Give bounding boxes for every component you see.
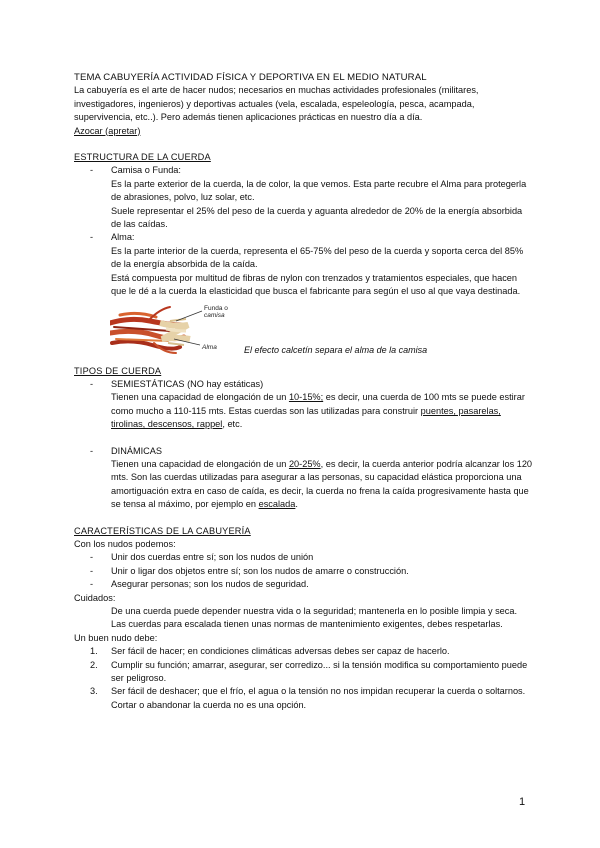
con-nudos-label: Con los nudos podemos: bbox=[74, 538, 176, 549]
figure-label-funda-1: Funda o bbox=[204, 304, 228, 312]
text-run: Tienen una capacidad de elongación de un bbox=[111, 392, 289, 403]
dinamicas-paragraph bbox=[74, 458, 534, 512]
rope-figure bbox=[74, 303, 534, 357]
section-heading-caracteristicas: CARACTERÍSTICAS DE LA CABUYERÍA bbox=[74, 525, 251, 536]
list-item-text: Asegurar personas; son los nudos de seguridad. bbox=[111, 579, 309, 590]
text-run: . bbox=[295, 499, 298, 510]
dash-bullet: - bbox=[90, 579, 94, 590]
list-item bbox=[74, 578, 534, 591]
intro-paragraph: La cabuyería es el arte de hacer nudos; necesarios en muchas actividades profesionales (militares, investigadores, ingenieros) y deportivas actuales (vela, escalada, espeleología, pesca, acampada, supervivencia, etc..). Pero además tienen aplicaciones prácticas en nuestro día a día. bbox=[74, 85, 479, 123]
semiestaticas-uses: puentes, pasarelas, tirolinas, descensos, rappel bbox=[111, 405, 501, 430]
item-number: 1. bbox=[90, 646, 98, 657]
rope-core bbox=[160, 319, 190, 345]
numbered-item-text: Ser fácil de deshacer; que el frío, el agua o la tensión no nos impidan recuperar la cuerda o soltarnos. Cortar o abandonar la cuerda no es una opción. bbox=[111, 686, 526, 710]
list-item-text: Unir o ligar dos objetos entre sí; son los nudos de amarre o construcción. bbox=[111, 565, 409, 576]
dash-bullet: - bbox=[90, 232, 94, 243]
dash-bullet: - bbox=[90, 565, 94, 576]
numbered-item bbox=[74, 659, 534, 686]
item-number: 2. bbox=[90, 659, 98, 670]
numbered-item-text: Cumplir su función; amarrar, asegurar, ser corredizo... si la tensión modifica su comportamiento puede ser peligroso. bbox=[111, 659, 528, 684]
section-heading-estructura: ESTRUCTURA DE LA CUERDA bbox=[74, 152, 211, 163]
buen-nudo-label: Un buen nudo debe: bbox=[74, 632, 158, 643]
alma-paragraph-2: Está compuesta por multitud de fibras de nylon con trenzados y tratamientos especiales, que hacen que le dé a la cuerda la elasticidad que busca el fabricante para según el uso al que vaya destinada. bbox=[111, 272, 521, 297]
dash-bullet: - bbox=[90, 552, 94, 563]
section-heading-tipos: TIPOS DE CUERDA bbox=[74, 365, 162, 376]
rope-cross-section-image bbox=[110, 303, 250, 357]
numbered-item-text: Ser fácil de hacer; en condiciones climáticas adversas debes ser capaz de hacerlo. bbox=[111, 646, 450, 657]
text-run: , es decir, la cuerda anterior podría alcanzar los 120 mts. Son las cuerdas utilizadas para asegurar a las personas, su capacidad elástica proporciona una amortiguación extra en caso de caída, es decir, la cuerda no frena la caída progresivamente hasta que se tensa al máximo, por ejemplo en bbox=[111, 458, 533, 510]
document-title: TEMA CABUYERÍA ACTIVIDAD FÍSICA Y DEPORTIVA EN EL MEDIO NATURAL bbox=[74, 72, 427, 83]
cuidados-label: Cuidados: bbox=[74, 592, 116, 603]
dinamicas-label: DINÁMICAS bbox=[111, 445, 163, 456]
figure-label-funda-2: camisa bbox=[204, 311, 225, 319]
list-item bbox=[74, 551, 534, 564]
numbered-item bbox=[74, 685, 534, 712]
semiestaticas-paragraph bbox=[74, 391, 534, 431]
camisa-paragraph-2: Suele representar el 25% del peso de la cuerda y aguanta alrededor de 20% de la energía absorbida de las caídas. bbox=[111, 205, 523, 230]
list-item-alma bbox=[74, 231, 534, 244]
camisa-paragraph-1: Es la parte exterior de la cuerda, la de color, la que vemos. Esta parte recubre el Alma para protegerla de abrasiones, polvo, luz solar, etc. bbox=[111, 178, 527, 203]
list-item-dinamicas bbox=[74, 445, 534, 458]
azocar-note: Azocar (apretar) bbox=[74, 125, 141, 136]
list-item-semiestaticas bbox=[74, 378, 534, 391]
list-item-camisa bbox=[74, 164, 534, 177]
dash-bullet: - bbox=[90, 165, 94, 176]
list-item-text: Unir dos cuerdas entre sí; son los nudos de unión bbox=[111, 552, 314, 563]
semiestaticas-label: SEMIESTÁTICAS (NO hay estáticas) bbox=[111, 378, 264, 389]
list-item bbox=[74, 565, 534, 578]
text-run: Tienen una capacidad de elongación de un bbox=[111, 458, 289, 469]
figure-label-alma: Alma bbox=[202, 343, 217, 351]
document-page bbox=[74, 71, 534, 712]
dinamicas-use: escalada bbox=[258, 499, 296, 510]
dash-bullet: - bbox=[90, 378, 94, 389]
numbered-item bbox=[74, 645, 534, 658]
text-run: es decir, una cuerda de 100 mts se puede estirar como mucho a 110-115 mts. Estas cuerdas son las utilizadas para construir bbox=[111, 392, 525, 416]
alma-label: Alma: bbox=[111, 232, 135, 243]
page-number: 1 bbox=[519, 796, 526, 808]
cuidados-paragraph: De una cuerda puede depender nuestra vida o la seguridad; mantenerla en lo posible limpia y seca. Las cuerdas para escalada tienen unas normas de mantenimiento exigentes, debes respetarlas. bbox=[111, 606, 518, 630]
camisa-label: Camisa o Funda: bbox=[111, 165, 181, 176]
figure-caption: El efecto calcetín separa el alma de la camisa bbox=[244, 344, 428, 355]
alma-paragraph-1: Es la parte interior de la cuerda, representa el 65-75% del peso de la cuerda y soporta cerca del 85% de la energía absorbida de la caída. bbox=[111, 245, 524, 270]
text-run: , etc. bbox=[222, 419, 243, 430]
dash-bullet: - bbox=[90, 445, 94, 456]
semiestaticas-elongation: 10-15%; bbox=[288, 392, 324, 403]
item-number: 3. bbox=[90, 686, 98, 697]
dinamicas-elongation: 20-25% bbox=[288, 458, 321, 469]
spacer bbox=[74, 432, 534, 445]
